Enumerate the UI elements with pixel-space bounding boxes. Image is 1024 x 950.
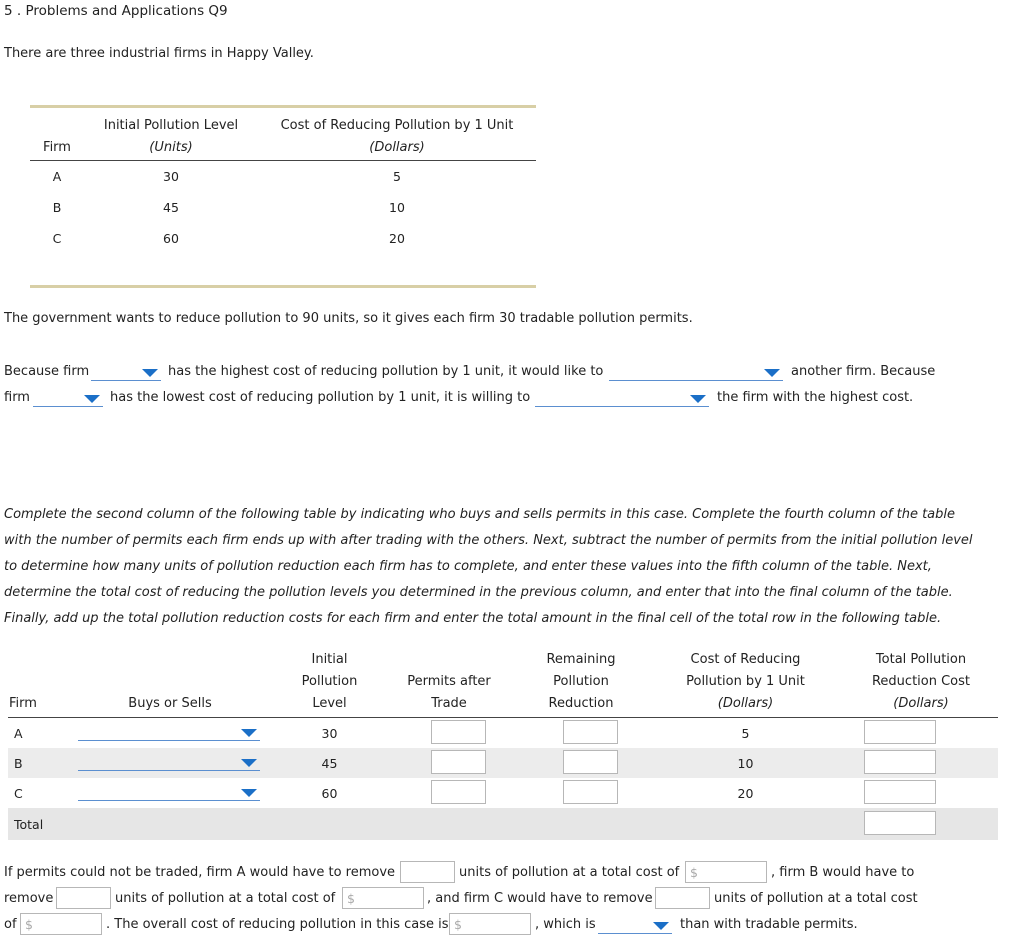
header-line: Pollution xyxy=(553,674,609,689)
dollar-sign: $ xyxy=(454,917,462,932)
col-firm-header: Firm xyxy=(9,696,37,711)
fill1-text-6: the firm with the highest cost. xyxy=(717,390,914,405)
cell-cost: 10 xyxy=(737,755,754,771)
header-line: Reduction Cost xyxy=(871,674,971,689)
fill2-text-2: units of pollution at a total cost of xyxy=(459,865,680,880)
col-cost-header: Cost of Reducing Pollution by 1 Unit xyxy=(280,118,514,133)
dollar-sign: $ xyxy=(25,917,33,932)
header-line: Total Pollution xyxy=(875,652,967,667)
col-cost-header xyxy=(647,648,844,718)
fill1-text-1: Because firm xyxy=(4,364,90,379)
fill2-text-5: units of pollution at a total cost of xyxy=(115,891,336,906)
fill2-text-8: of xyxy=(4,917,17,932)
chevron-down-icon xyxy=(241,759,257,767)
instruction-line: determine the total cost of reducing the pollution levels you determined in the previous column, and enter that into the final column of the table. xyxy=(4,585,953,600)
header-line: Level xyxy=(312,696,347,711)
header-line: Pollution xyxy=(301,674,358,689)
chevron-down-icon xyxy=(84,395,100,403)
remaining-reduction-input-c[interactable] xyxy=(563,780,618,804)
cell-cost: 5 xyxy=(393,169,401,184)
total-cost-input-b[interactable] xyxy=(864,750,936,774)
fill1-text-4: firm xyxy=(4,390,30,405)
fill1-text-5: has the lowest cost of reducing pollution by 1 unit, it is willing to xyxy=(110,390,531,405)
fill2-text-9: . The overall cost of reducing pollution in this case is xyxy=(106,917,449,932)
cell-pollution: 30 xyxy=(163,169,179,184)
firm-a-units-input[interactable] xyxy=(400,861,455,883)
chevron-down-icon xyxy=(690,395,706,403)
instruction-line: Finally, add up the total pollution reduction costs for each firm and enter the total amount in the final cell of the total row in the following table. xyxy=(4,611,942,626)
dollar-sign: $ xyxy=(690,865,698,880)
firm-c-cost-input[interactable] xyxy=(20,913,102,935)
grand-total-input[interactable] xyxy=(864,811,936,835)
cell-cost: 20 xyxy=(737,785,754,801)
col-firm-header: Firm xyxy=(43,139,71,155)
cell-cost: 5 xyxy=(741,725,750,741)
permits-after-input-a[interactable] xyxy=(431,720,486,744)
col-remaining-header xyxy=(515,648,647,718)
fill2-text-1: If permits could not be traded, firm A would have to remove xyxy=(4,865,396,880)
table-row xyxy=(30,161,536,193)
cell-pollution: 45 xyxy=(163,200,179,215)
comparison-dropdown[interactable] xyxy=(598,917,672,934)
chevron-down-icon xyxy=(142,369,158,377)
header-line: (Dollars) xyxy=(717,696,774,711)
firm-c-units-input[interactable] xyxy=(655,887,710,909)
fill1-text-3: another firm. Because xyxy=(791,364,936,379)
cell-cost: 10 xyxy=(389,200,405,215)
col-permits-header xyxy=(383,648,515,718)
cell-firm: C xyxy=(14,785,23,801)
header-line: (Dollars) xyxy=(893,696,949,711)
remaining-reduction-input-a[interactable] xyxy=(563,720,618,744)
cell-cost: 20 xyxy=(389,231,405,246)
cell-firm: A xyxy=(14,725,23,741)
col-total-header xyxy=(844,648,998,718)
buy-sell-action-dropdown-2[interactable] xyxy=(535,390,709,407)
chevron-down-icon xyxy=(241,729,257,737)
total-label: Total xyxy=(14,816,44,832)
cell-firm: B xyxy=(14,755,23,771)
header-line: Cost of Reducing xyxy=(690,652,801,667)
permits-after-input-b[interactable] xyxy=(431,750,486,774)
header-line: Permits after xyxy=(407,674,491,689)
cell-initial: 30 xyxy=(321,725,338,741)
remaining-reduction-input-b[interactable] xyxy=(563,750,618,774)
table-row xyxy=(30,192,536,223)
highest-cost-firm-dropdown[interactable] xyxy=(91,364,161,381)
fill2-text-11: than with tradable permits. xyxy=(680,917,858,932)
col-pollution-unit: (Units) xyxy=(149,139,193,155)
overall-cost-input[interactable] xyxy=(449,913,531,935)
instruction-line: Complete the second column of the following table by indicating who buys and sells permits in this case. Complete the fourth column of the table xyxy=(4,507,956,522)
header-line: Pollution by 1 Unit xyxy=(686,674,805,689)
chevron-down-icon xyxy=(764,369,780,377)
col-initial-header xyxy=(276,648,383,718)
instructions xyxy=(4,502,973,632)
total-row xyxy=(8,808,998,840)
table-row xyxy=(8,718,998,749)
col-pollution-header: Initial Pollution Level xyxy=(103,118,239,133)
chevron-down-icon xyxy=(241,789,257,797)
page-title: 5 . Problems and Applications Q9 xyxy=(4,3,228,19)
buy-sell-action-dropdown-1[interactable] xyxy=(609,364,783,381)
table-row xyxy=(8,778,998,808)
col-buys-header: Buys or Sells xyxy=(128,696,212,711)
fill2-text-7: units of pollution at a total cost xyxy=(714,891,918,906)
instruction-line: with the number of permits each firm ends up with after trading with the others. Next, subtract the number of permits from the initial pollution level xyxy=(4,533,973,548)
dollar-sign: $ xyxy=(347,891,355,906)
buys-sells-dropdown-b[interactable] xyxy=(78,754,260,771)
cell-initial: 60 xyxy=(321,785,338,801)
cell-initial: 45 xyxy=(321,755,338,771)
total-cost-input-a[interactable] xyxy=(864,720,936,744)
firm-b-cost-input[interactable] xyxy=(342,887,424,909)
cell-firm: B xyxy=(52,200,62,215)
permits-after-input-c[interactable] xyxy=(431,780,486,804)
table-row xyxy=(8,748,998,778)
firm-b-units-input[interactable] xyxy=(56,887,111,909)
buys-sells-dropdown-c[interactable] xyxy=(78,784,260,801)
fill2-text-6: , and firm C would have to remove xyxy=(427,891,653,906)
firm-a-cost-input[interactable] xyxy=(685,861,767,883)
instruction-line: to determine how many units of pollution reduction each firm has to complete, and enter these values into the fifth column of the table. Next, xyxy=(4,559,932,574)
government-text: The government wants to reduce pollution to 90 units, so it gives each firm 30 tradable pollution permits. xyxy=(4,311,693,326)
permits-table xyxy=(8,648,998,840)
cell-pollution: 60 xyxy=(163,231,179,246)
fill2-text-10: , which is xyxy=(535,917,596,932)
cell-firm: A xyxy=(52,169,62,184)
buys-sells-dropdown-a[interactable] xyxy=(78,724,260,741)
chevron-down-icon xyxy=(653,922,669,930)
intro-text: There are three industrial firms in Happy Valley. xyxy=(4,46,314,61)
header-line: Reduction xyxy=(548,696,614,711)
table-row xyxy=(30,223,536,254)
fill1-text-2: has the highest cost of reducing pollution by 1 unit, it would like to xyxy=(168,364,604,379)
fill2-text-3: , firm B would have to xyxy=(771,865,915,880)
header-line: Initial xyxy=(311,652,348,667)
total-cost-input-c[interactable] xyxy=(864,780,936,804)
cell-firm: C xyxy=(52,231,62,246)
header-line: Trade xyxy=(431,696,467,711)
header-line: Remaining xyxy=(546,652,616,667)
lowest-cost-firm-dropdown[interactable] xyxy=(33,390,103,407)
col-cost-unit: (Dollars) xyxy=(369,139,425,155)
fill2-text-4: remove xyxy=(4,891,54,906)
firms-table xyxy=(30,105,536,288)
